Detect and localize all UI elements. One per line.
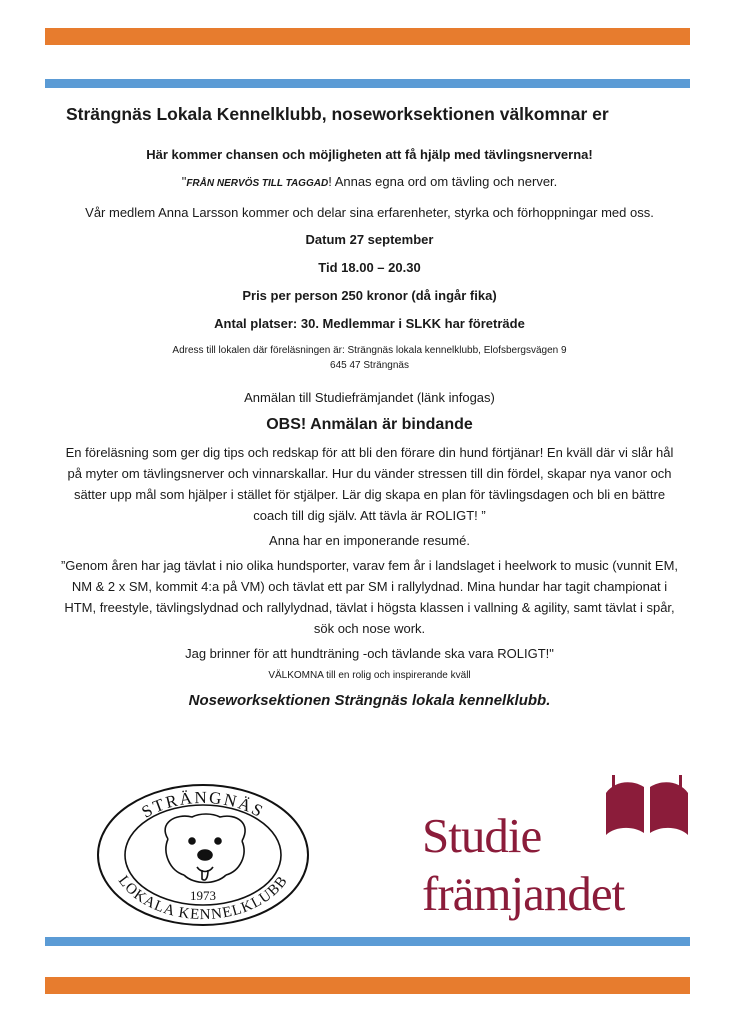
quote-title: FRÅN NERVÖS TILL TAGGAD xyxy=(186,178,329,189)
welcome-line: VÄLKOMNA till en rolig och inspirerande kväll xyxy=(268,670,471,681)
quote-line xyxy=(60,171,679,194)
description: En föreläsning som ger dig tips och redskap för att bli den förare din hund förtjänar! En kväll där vi slår hål på myter om tävlingsnerver och vinnarskallar. Hur du vänder stressen till din fördel, skapar nya vanor och sätter upp mål som hjälper i stället för stjälper. Lär dig skapa en plan för tävlingsdagen och bli en bättre coach till dig själv. Att tävla är ROLIGT! ” xyxy=(65,445,674,523)
studiefraemjandet-logo xyxy=(418,775,694,930)
address-line-2: 645 47 Strängnäs xyxy=(330,360,409,371)
event-price: Pris per person 250 kronor (då ingår fika) xyxy=(242,288,497,303)
logo-top-text: STRÄNGNÄS xyxy=(138,787,268,822)
resume-intro: Anna har en imponerande resumé. xyxy=(269,533,470,548)
subheading: Här kommer chansen och möjligheten att få hjälp med tävlingsnerverna! xyxy=(146,147,593,162)
logo-year: 1973 xyxy=(190,888,216,903)
member-line: Vår medlem Anna Larsson kommer och delar sina erfarenheter, styrka och förhoppningar med oss. xyxy=(85,205,654,220)
kennel-club-logo xyxy=(96,783,310,928)
book-icon xyxy=(602,775,692,837)
address-line-1: Adress till lokalen där föreläsningen är: Strängnäs lokala kennelklubb, Elofsbergsvägen 9 xyxy=(172,345,567,356)
passion-line: Jag brinner för att hundträning -och tävlande ska vara ROLIGT!" xyxy=(185,646,554,661)
event-time: Tid 18.00 – 20.30 xyxy=(318,260,421,275)
resume-quote: ”Genom åren har jag tävlat i nio olika hundsporter, varav fem år i landslaget i heelwork to music (vunnit EM, NM & 2 x SM, kommit 4:a på VM) och tävlat ett par SM i rallylydnad. Mina hundar har tagit championat i HTM, freestyle, tävlingslydnad och rallylydnad, tävlat i högsta klassen i vallning & agility, samt tävlat i spår, sök och nose work. xyxy=(60,558,679,636)
quote-open: " xyxy=(181,174,187,189)
bottom-orange-bar xyxy=(45,977,690,994)
dog-head-icon xyxy=(165,814,245,883)
logo-word-studie: Studie xyxy=(422,808,542,863)
obs-notice: OBS! Anmälan är bindande xyxy=(266,416,473,433)
event-seats: Antal platser: 30. Medlemmar i SLKK har företräde xyxy=(214,316,525,331)
logo-word-fraemjandet: främjandet xyxy=(422,866,625,921)
signature: Noseworksektionen Strängnäs lokala kennelklubb. xyxy=(188,692,551,709)
page-title: Strängnäs Lokala Kennelklubb, noseworksektionen välkomnar er xyxy=(66,104,609,124)
registration-text: Anmälan till Studiefrämjandet (länk infogas) xyxy=(244,390,495,405)
top-blue-bar xyxy=(45,79,690,88)
bottom-blue-bar xyxy=(45,937,690,946)
top-orange-bar xyxy=(45,28,690,45)
event-date: Datum 27 september xyxy=(305,232,434,247)
flyer-content xyxy=(60,104,679,709)
logo-bottom-text: LOKALA KENNELKLUBB xyxy=(114,872,292,924)
quote-rest: ! Annas egna ord om tävling och nerver. xyxy=(328,174,558,189)
